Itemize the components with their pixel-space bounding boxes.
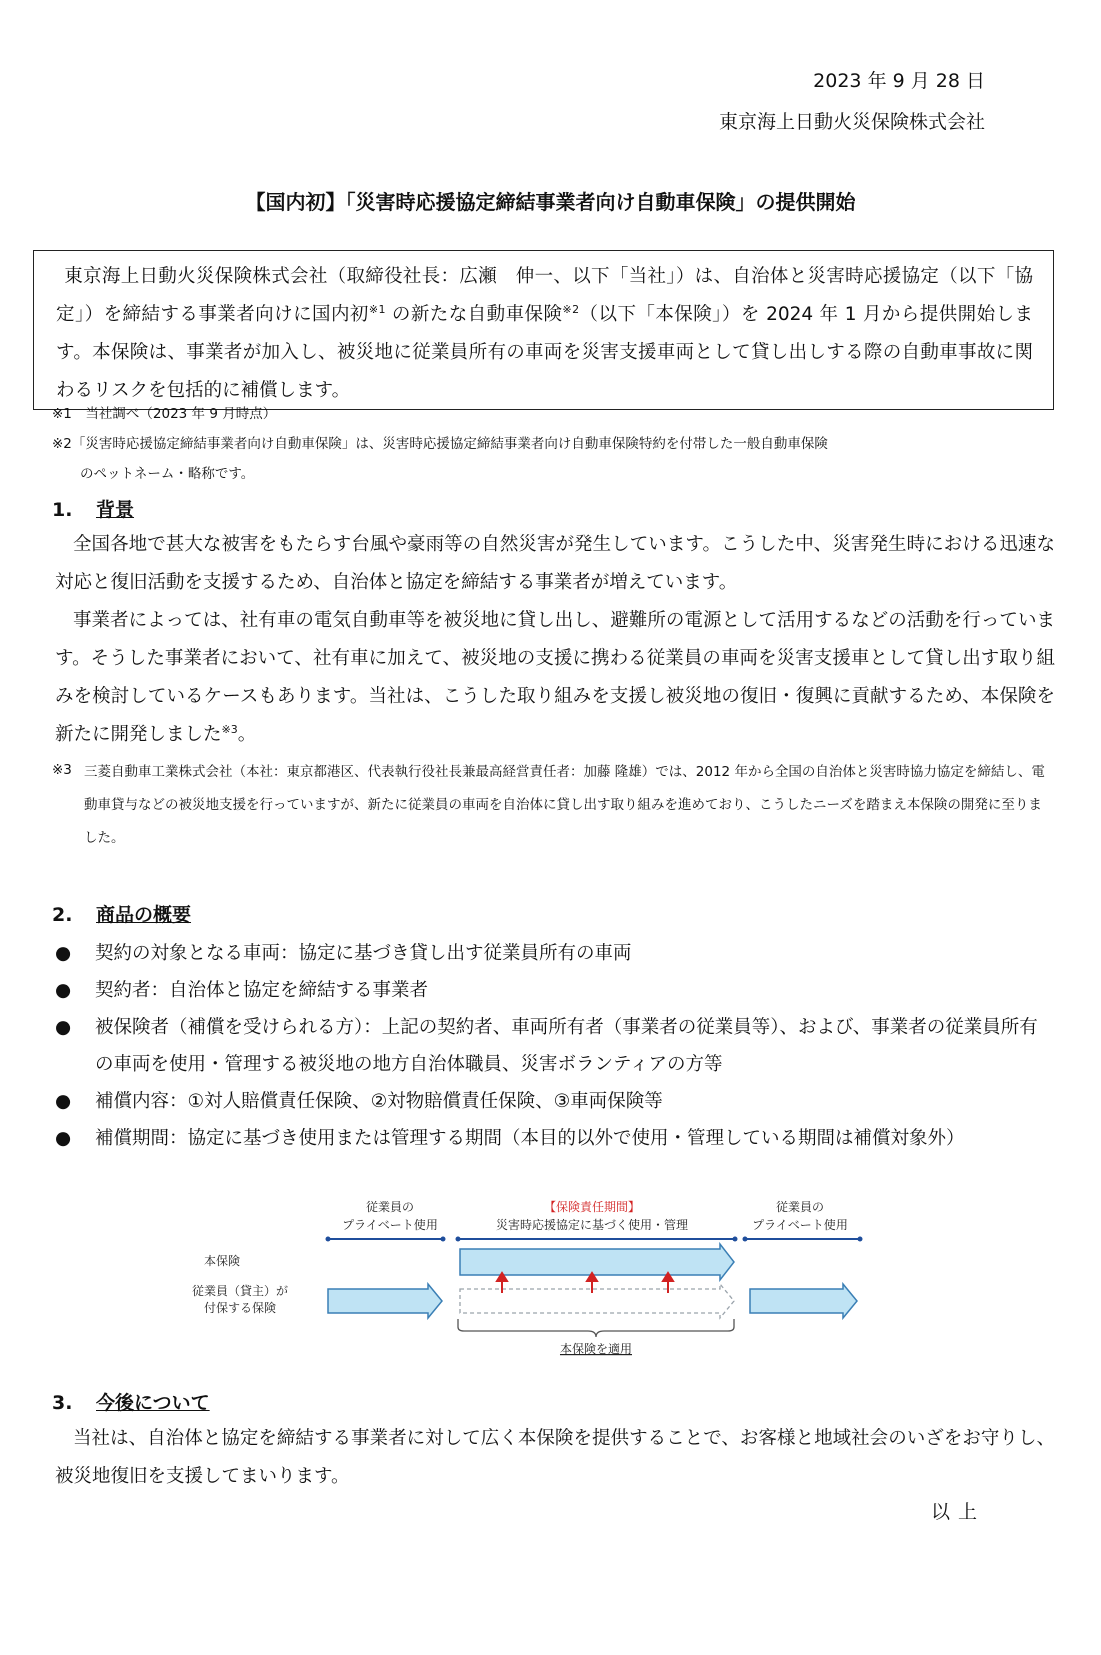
section-1-number: 1. bbox=[52, 499, 73, 521]
bullet-icon: ● bbox=[55, 943, 72, 964]
coverage-period-start-dot bbox=[456, 1237, 461, 1242]
employee-insurance-arrow-right bbox=[750, 1284, 857, 1318]
coverage-period-end-dot bbox=[733, 1237, 738, 1242]
bullet-icon: ● bbox=[55, 1128, 72, 1149]
section-2-number: 2. bbox=[52, 904, 73, 926]
footnote-3: 三菱自動車工業株式会社（本社：東京都港区、代表執行役社長兼最高経営責任者：加藤 隆雄）では、2012 年から全国の自治体と災害時協力協定を締結し、電動車貸与などの被災地支援を行っていますが、新たに従業員の車両を自治体に貸し出す取り組みを進めており、こうしたニーズを踏まえ本保険の開発に至りました。 bbox=[84, 764, 1045, 846]
footnote-ref-1: ※1 bbox=[368, 302, 386, 316]
footnote-1: ※1 当社調べ（2023 年 9 月時点） bbox=[52, 406, 277, 422]
left-period-end-dot bbox=[441, 1237, 446, 1242]
bullet-icon: ● bbox=[55, 1091, 72, 1112]
section-3-number: 3. bbox=[52, 1392, 73, 1414]
employee-insurance-arrow-left bbox=[328, 1284, 442, 1318]
list-item: ● 契約の対象となる車両：協定に基づき貸し出す従業員所有の車両 bbox=[55, 935, 1055, 972]
footnote-ref-3: ※3 bbox=[221, 722, 238, 736]
section-1-heading bbox=[52, 495, 134, 522]
closing-mark: 以上 bbox=[930, 1501, 985, 1523]
coverage-period-desc: 災害時応援協定に基づく使用・管理 bbox=[495, 1218, 689, 1232]
product-overview-list bbox=[55, 935, 1055, 1157]
footnote-ref-2: ※2 bbox=[562, 302, 580, 316]
section-2-heading bbox=[52, 900, 191, 927]
page-title: 【国内初】「災害時応援協定締結事業者向け自動車保険」の提供開始 bbox=[245, 190, 856, 214]
section-1-title: 背景 bbox=[96, 499, 135, 521]
list-item: ● 補償内容：①対人賠償責任保険、②対物賠償責任保険、③車両保険等 bbox=[55, 1083, 1055, 1120]
section-1-paragraph-2-text: 事業者によっては、社有車の電気自動車等を被災地に貸し出し、避難所の電源として活用するなどの活動を行っています。そうした事業者において、社有車に加えて、被災地の支援に携わる従業員の車両を災害支援車として貸し出す取り組みを検討しているケースもあります。当社は、こうした取り組みを支援し被災地の復旧・復興に貢献するため、本保険を新たに開発しました bbox=[55, 610, 1055, 745]
list-item: ● 被保険者（補償を受けられる方）：上記の契約者、車両所有者（事業者の従業員等）、および、事業者の従業員所有の車両を使用・管理する被災地の地方自治体職員、災害ボランティアの方等 bbox=[55, 1009, 1055, 1083]
summary-text-2: の新たな自動車保険 bbox=[385, 304, 563, 325]
coverage-period-diagram bbox=[160, 1195, 880, 1370]
apply-label: 本保険を適用 bbox=[559, 1342, 633, 1356]
right-period-label-2: プライベート使用 bbox=[752, 1218, 848, 1232]
section-3-title: 今後について bbox=[96, 1392, 210, 1414]
section-1-paragraph-2-end: 。 bbox=[237, 724, 257, 745]
section-1-paragraph-2 bbox=[55, 602, 1055, 754]
row-label-employee-insurance-1: 従業員（貸主）が bbox=[191, 1284, 289, 1298]
row-label-this-insurance: 本保険 bbox=[203, 1254, 241, 1268]
footnote-2-cont: のペットネーム・略称です。 bbox=[80, 466, 255, 482]
left-period-label-2: プライベート使用 bbox=[342, 1218, 438, 1232]
footnote-2: ※2「災害時応援協定締結事業者向け自動車保険」は、災害時応援協定締結事業者向け自動車保険特約を付帯した一般自動車保険 bbox=[52, 436, 828, 452]
company-name: 東京海上日動火災保険株式会社 bbox=[718, 111, 985, 133]
section-3-heading bbox=[52, 1388, 210, 1415]
red-up-arrows bbox=[497, 1273, 673, 1293]
section-2-title: 商品の概要 bbox=[96, 904, 192, 926]
bullet-icon: ● bbox=[55, 980, 72, 1001]
summary-text-3: （以下「本保険」）を 2024 年 1 月から提供開始します。本保険は、事業者が加入し、被災地に従業員所有の車両を災害支援車両として貸し出しする際の自動車事故に関わるリスクを包括的に補償します。 bbox=[56, 304, 1033, 401]
right-period-start-dot bbox=[743, 1237, 748, 1242]
right-period-label-1: 従業員の bbox=[775, 1200, 825, 1214]
coverage-period-label: 【保険責任期間】 bbox=[543, 1200, 641, 1214]
left-period-label-1: 従業員の bbox=[365, 1200, 415, 1214]
summary-box bbox=[33, 250, 1054, 410]
list-item: ● 契約者：自治体と協定を締結する事業者 bbox=[55, 972, 1055, 1009]
apply-brace bbox=[458, 1319, 734, 1337]
row-label-employee-insurance-2: 付保する保険 bbox=[203, 1301, 277, 1315]
summary-text-1: 東京海上日動火災保険株式会社（取締役社長：広瀬 伸一、以下「当社」）は、自治体と災害時応援協定（以下「協定」）を締結する事業者向けに国内初 bbox=[56, 266, 1033, 325]
right-period-end-dot bbox=[858, 1237, 863, 1242]
section-1-paragraph-1: 全国各地で甚大な被害をもたらす台風や豪雨等の自然災害が発生しています。こうした中、災害発生時における迅速な対応と復旧活動を支援するため、自治体と協定を締結する事業者が増えています。 bbox=[55, 534, 1055, 593]
list-item: ● 補償期間：協定に基づき使用または管理する期間（本目的以外で使用・管理している期間は補償対象外） bbox=[55, 1120, 1055, 1157]
left-period-start-dot bbox=[326, 1237, 331, 1242]
section-3-paragraph: 当社は、自治体と協定を締結する事業者に対して広く本保険を提供することで、お客様と地域社会のいざをお守りし、被災地復旧を支援してまいります。 bbox=[55, 1428, 1055, 1487]
release-date: 2023 年 9 月 28 日 bbox=[813, 70, 985, 92]
bullet-icon: ● bbox=[55, 1017, 72, 1038]
footnote-3-mark: ※3 bbox=[52, 762, 72, 778]
